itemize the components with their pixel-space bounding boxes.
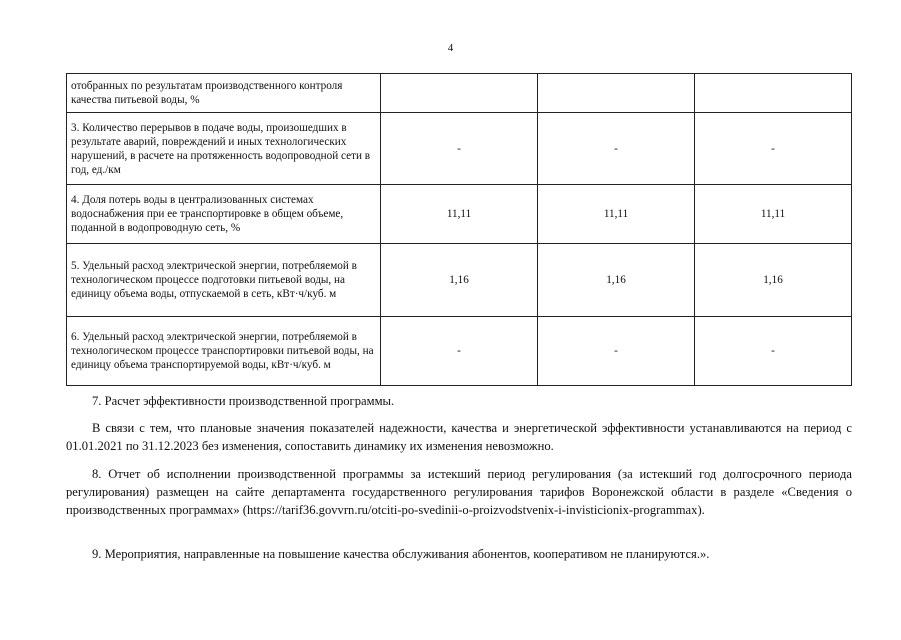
row-value: 11,11 xyxy=(381,185,538,244)
table-row xyxy=(67,185,852,244)
row-value: - xyxy=(695,113,852,185)
row-value xyxy=(381,74,538,113)
row-value: - xyxy=(695,317,852,386)
row-value xyxy=(695,74,852,113)
section-9-body: 9. Мероприятия, направленные на повышение качества обслуживания абонентов, кооперативом не планируются.». xyxy=(92,547,710,561)
row-value: 1,16 xyxy=(695,244,852,317)
section-7-body: В связи с тем, что плановые значения показателей надежности, качества и энергетической эффективности устанавливаются на период с 01.01.2021 по 31.12.2023 без изменения, сопоставить динамику их изменения невозможно. xyxy=(66,421,852,453)
row-label: отобранных по результатам производственного контроля качества питьевой воды, % xyxy=(67,74,381,113)
table-row xyxy=(67,74,852,113)
indicators-table xyxy=(66,73,852,386)
table-row xyxy=(67,113,852,185)
section-7-heading: 7. Расчет эффективности производственной программы. xyxy=(92,394,395,408)
row-value: 11,11 xyxy=(695,185,852,244)
row-value: - xyxy=(538,317,695,386)
table-row xyxy=(67,244,852,317)
row-value: 11,11 xyxy=(538,185,695,244)
row-value: 1,16 xyxy=(381,244,538,317)
row-label: 6. Удельный расход электрической энергии, потребляемой в технологическом процессе транспортировки питьевой воды, на единицу объема транспортируемой воды, кВт·ч/куб. м xyxy=(67,317,381,386)
table-row xyxy=(67,317,852,386)
row-value: - xyxy=(538,113,695,185)
row-value xyxy=(538,74,695,113)
row-value: 1,16 xyxy=(538,244,695,317)
row-label: 5. Удельный расход электрической энергии, потребляемой в технологическом процессе подготовки питьевой воды, на единицу объема воды, отпускаемой в сеть, кВт·ч/куб. м xyxy=(67,244,381,317)
row-label: 4. Доля потерь воды в централизованных системах водоснабжения при ее транспортировке в общем объеме, поданной в водопроводную сеть, % xyxy=(67,185,381,244)
row-label: 3. Количество перерывов в подаче воды, произошедших в результате аварий, повреждений и иных технологических нарушений, в расчете на протяженность водопроводной сети в год, ед./км xyxy=(67,113,381,185)
section-8-body: 8. Отчет об исполнении производственной программы за истекший период регулирования (за истекший год долгосрочного периода регулирования) размещен на сайте департамента государственного регулирования тарифов Воронежской области в разделе «Сведения о производственных программах» (https://tarif36.govvrn.ru/otciti-po-svedinii-o-proizvodstvenix-i-invisticionix-programmax). xyxy=(66,467,852,517)
row-value: - xyxy=(381,317,538,386)
row-value: - xyxy=(381,113,538,185)
page-number: 4 xyxy=(447,42,454,54)
